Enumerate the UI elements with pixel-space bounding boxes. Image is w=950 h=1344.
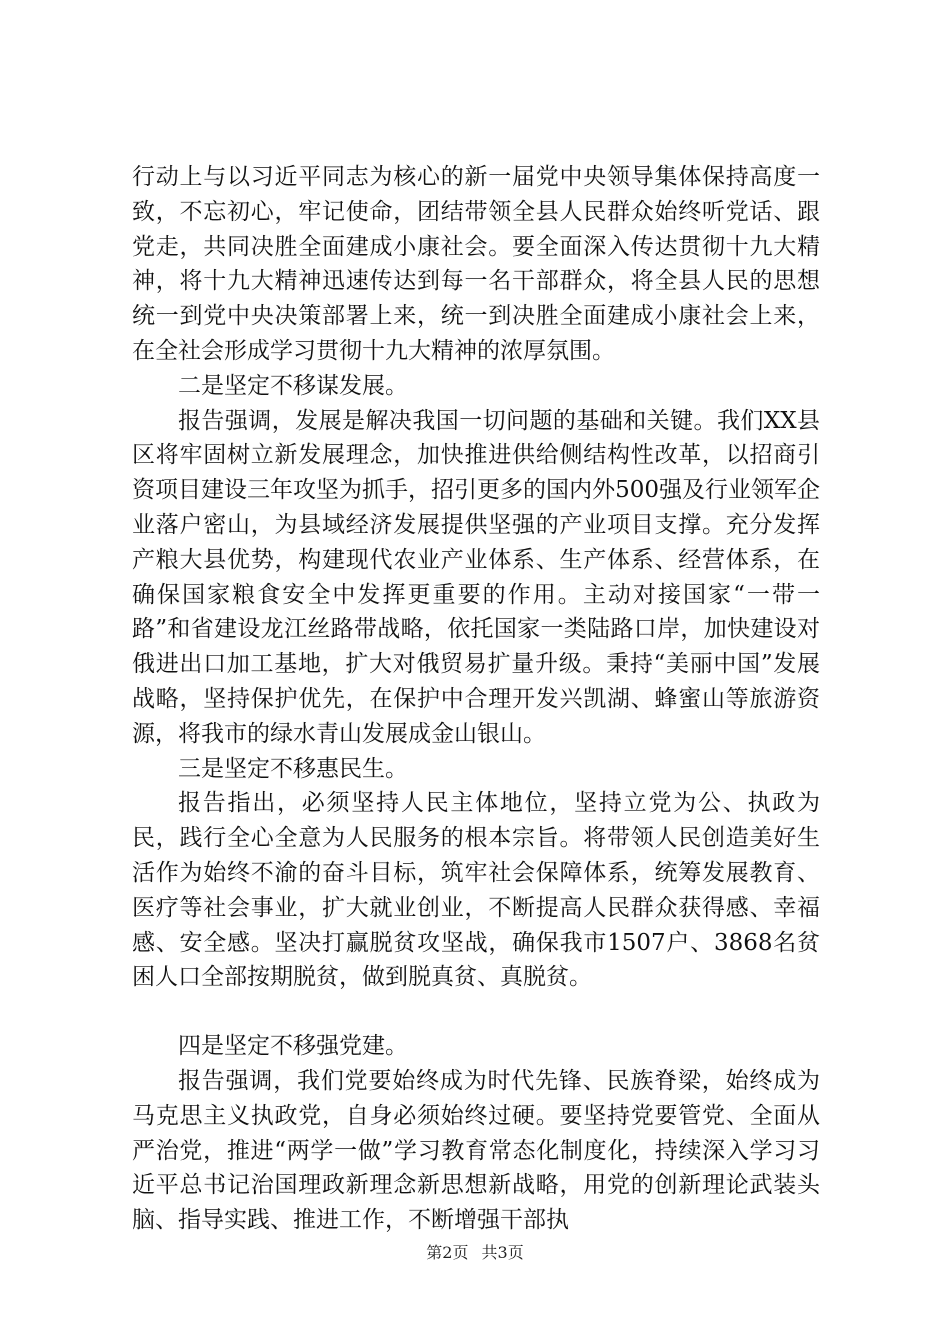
heading-livelihood: 三是坚定不移惠民生。 [178, 755, 408, 782]
paragraph-development: 报告强调，发展是解决我国一切问题的基础和关键。我们XX县区将牢固树立新发展理念，加快推进供给侧结构性改革，以招商引资项目建设三年攻坚为抓手，招引更多的国内外500强及行业领军企业落户密山，为县域经济发展提供坚强的产业项目支撑。充分发挥产粮大县优势，构建现代农业产业体系、生产体系、经营体系，在确保国家粮食安全中发挥更重要的作用。主动对接国家“一带一路”和省建设龙江丝路带战略，依托国家一类陆路口岸，加快建设对俄进出口加工基地，扩大对俄贸易扩量升级。秉持“美丽中国”发展战略，坚持保护优先，在保护中合理开发兴凯湖、蜂蜜山等旅游资源，将我市的绿水青山发展成金山银山。 [132, 407, 820, 747]
page-total: 共3页 [481, 1243, 524, 1262]
paragraph-livelihood: 报告指出，必须坚持人民主体地位，坚持立党为公、执政为民，践行全心全意为人民服务的根本宗旨。将带领人民创造美好生活作为始终不渝的奋斗目标，筑牢社会保障体系，统筹发展教育、医疗等社会事业，扩大就业创业，不断提高人民群众获得感、幸福感、安全感。坚决打赢脱贫攻坚战，确保我市1507户、3868名贫困人口全部按期脱贫，做到脱真贫、真脱贫。 [132, 790, 820, 991]
heading-development: 二是坚定不移谋发展。 [178, 372, 408, 399]
page-number: 第2页 [426, 1243, 469, 1262]
paragraph-continuation: 行动上与以习近平同志为核心的新一届党中央领导集体保持高度一致，不忘初心，牢记使命，团结带领全县人民群众始终听党话、跟党走，共同决胜全面建成小康社会。要全面深入传达贯彻十九大精神，将十九大精神迅速传达到每一名干部群众，将全县人民的思想统一到党中央决策部署上来，统一到决胜全面建成小康社会上来，在全社会形成学习贯彻十九大精神的浓厚氛围。 [132, 164, 820, 364]
page-footer [0, 1240, 950, 1263]
heading-party-building: 四是坚定不移强党建。 [178, 1033, 408, 1060]
document-body [132, 160, 820, 1238]
paragraph-party-building: 报告强调，我们党要始终成为时代先锋、民族脊梁，始终成为马克思主义执政党，自身必须始终过硬。要坚持党要管党、全面从严治党，推进“两学一做”学习教育常态化制度化，持续深入学习习近平总书记治国理政新理念新思想新战略，用党的创新理论武装头脑、指导实践、推进工作，不断增强干部执 [132, 1067, 820, 1234]
